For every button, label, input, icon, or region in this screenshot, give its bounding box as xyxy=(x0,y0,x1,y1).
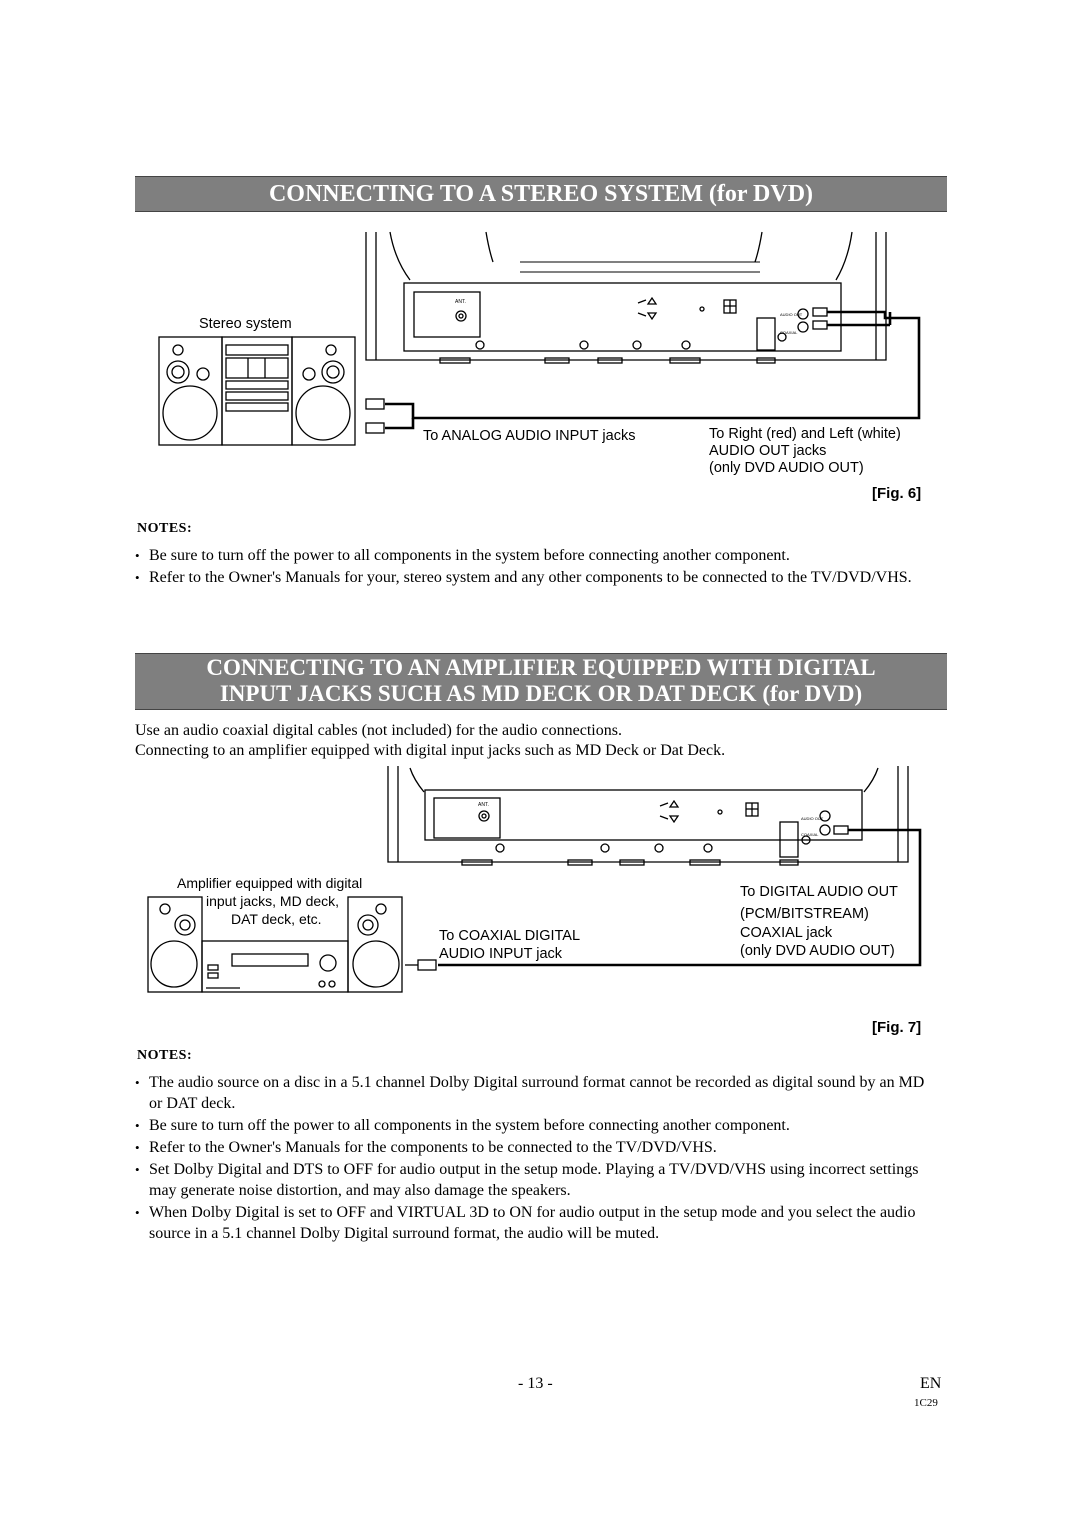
amplifier-label-2: input jacks, MD deck, xyxy=(206,893,340,909)
stereo-system-label: Stereo system xyxy=(199,316,292,332)
coaxial-label-2: COAXIAL xyxy=(801,832,819,837)
note-item: • Be sure to turn off the power to all components in the system before connecting another component. xyxy=(135,1115,935,1136)
page-number: - 13 - xyxy=(518,1375,553,1392)
analog-input-label: To ANALOG AUDIO INPUT jacks xyxy=(423,428,636,444)
notes-heading-1: NOTES: xyxy=(137,521,193,536)
coaxial-input-label-2: AUDIO INPUT jack xyxy=(439,946,563,962)
section2-title-line1: CONNECTING TO AN AMPLIFIER EQUIPPED WITH DIGITAL xyxy=(206,655,876,680)
language-code: EN xyxy=(920,1375,942,1392)
audio-out-callout-3: (only DVD AUDIO OUT) xyxy=(709,460,864,476)
intro-paragraph-1: Use an audio coaxial digital cables (not included) for the audio connections. xyxy=(135,722,622,739)
amplifier-label-1: Amplifier equipped with digital xyxy=(177,875,363,891)
document-code: 1C29 xyxy=(914,1397,938,1409)
note-item: • Be sure to turn off the power to all components in the system before connecting another component. xyxy=(135,545,935,566)
notes-list-1 xyxy=(135,545,935,589)
note-item: • Set Dolby Digital and DTS to OFF for audio output in the setup mode. Playing a TV/DVD/VHS using incorrect settings may generate noise distortion, and may also damage the speakers. xyxy=(135,1159,935,1201)
coaxial-label: COAXIAL xyxy=(780,330,798,335)
note-item: • Refer to the Owner's Manuals for your, stereo system and any other components to be connected to the TV/DVD/VHS. xyxy=(135,567,935,588)
digital-out-callout-1: To DIGITAL AUDIO OUT xyxy=(740,884,898,900)
fig7-label: [Fig. 7] xyxy=(872,1019,922,1036)
audio-out-callout-2: AUDIO OUT jacks xyxy=(709,443,827,459)
digital-out-callout-2: (PCM/BITSTREAM) xyxy=(740,906,869,922)
note-item: • Refer to the Owner's Manuals for the components to be connected to the TV/DVD/VHS. xyxy=(135,1137,935,1158)
note-item: • The audio source on a disc in a 5.1 channel Dolby Digital surround format cannot be recorded as digital sound by an MD or DAT deck. xyxy=(135,1072,935,1114)
ant-label-2: ANT. xyxy=(478,802,489,808)
amplifier-label-3: DAT deck, etc. xyxy=(231,911,322,927)
ant-label: ANT. xyxy=(455,299,466,305)
section2-title xyxy=(135,653,947,710)
coaxial-input-label-1: To COAXIAL DIGITAL xyxy=(439,928,581,944)
notes-heading-2: NOTES: xyxy=(137,1048,193,1063)
digital-out-callout-4: (only DVD AUDIO OUT) xyxy=(740,943,895,959)
audio-out-callout-1: To Right (red) and Left (white) xyxy=(709,426,901,442)
note-item: • When Dolby Digital is set to OFF and VIRTUAL 3D to ON for audio output in the setup mode and you select the audio source in a 5.1 channel Dolby Digital surround format, the audio will be muted. xyxy=(135,1202,935,1244)
section2-title-line2: INPUT JACKS SUCH AS MD DECK OR DAT DECK (for DVD) xyxy=(219,681,863,706)
fig6-label: [Fig. 6] xyxy=(872,485,922,502)
section1-title: CONNECTING TO A STEREO SYSTEM (for DVD) xyxy=(135,176,947,212)
notes-list-2 xyxy=(135,1072,935,1245)
digital-out-callout-3: COAXIAL jack xyxy=(740,925,833,941)
audio-out-label: AUDIO OUT xyxy=(780,312,803,317)
intro-paragraph-2: Connecting to an amplifier equipped with digital input jacks such as MD Deck or Dat Deck. xyxy=(135,742,726,759)
audio-out-label-2: AUDIO OUT xyxy=(801,816,824,821)
